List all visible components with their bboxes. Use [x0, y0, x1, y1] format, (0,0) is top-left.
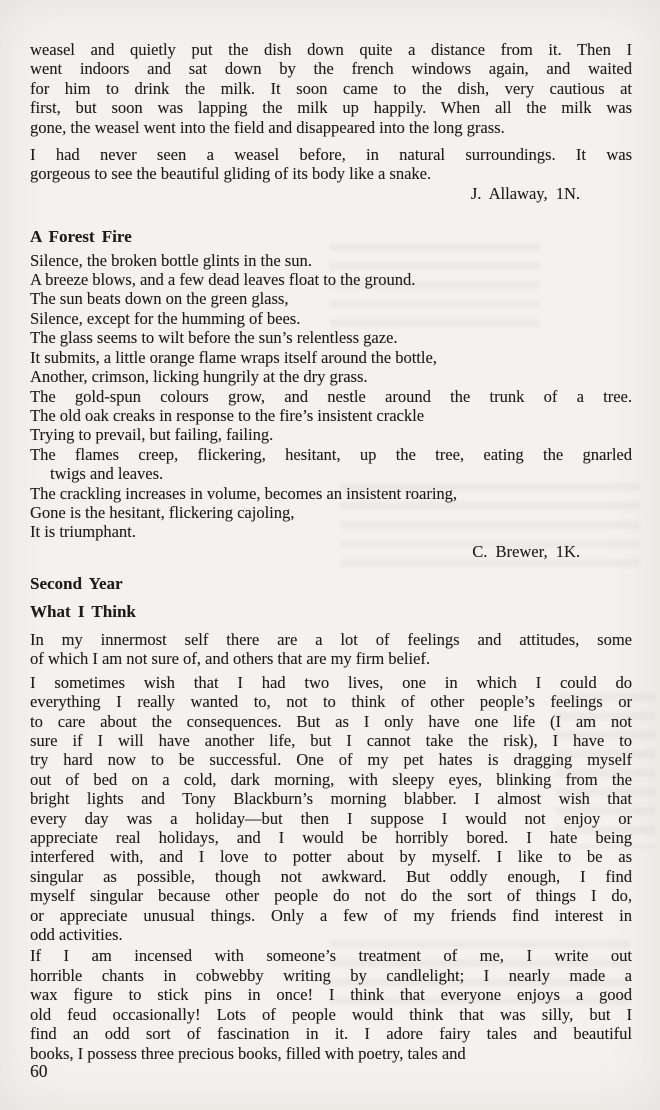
poem-line: Trying to prevail, but failing, failing.: [30, 425, 274, 445]
author-byline-brewer: C. Brewer, 1K.: [472, 541, 580, 561]
author-byline-allaway: J. Allaway, 1N.: [470, 183, 580, 203]
text-line: interfered with, and I love to potter about by myself. I like to be as: [30, 847, 632, 867]
weasel-story-continuation: [30, 40, 632, 203]
forest-fire-poem-section: [30, 227, 632, 561]
text-line: first, but soon was lapping the milk up happily. When all the milk was: [30, 98, 632, 118]
poem-line: The sun beats down on the green glass,: [30, 289, 289, 309]
text-line: find an odd sort of fascination in it. I adore fairy tales and beautiful: [30, 1024, 632, 1044]
poem-title: A Forest Fire: [30, 227, 132, 247]
poem-line: The gold-spun colours grow, and nestle around the trunk of a tree.: [30, 386, 632, 406]
text-line: odd activities.: [30, 925, 123, 945]
text-line: try hard now to be successful. One of my pet hates is dragging myself: [30, 750, 632, 770]
page-number: 60: [30, 1061, 48, 1081]
paragraph-think-3: [30, 946, 632, 1062]
paragraph-weasel-1: [30, 40, 632, 137]
poem-line: Silence, except for the humming of bees.: [30, 308, 301, 328]
text-line: In my innermost self there are a lot of feelings and attitudes, some: [30, 629, 632, 649]
text-line: went indoors and sat down by the french windows again, and waited: [30, 59, 632, 79]
text-line: I sometimes wish that I had two lives, one in which I could do: [30, 672, 632, 692]
poem-line: Gone is the hesitant, flickering cajoling,: [30, 502, 295, 522]
paragraph-think-2: [30, 673, 632, 945]
text-line: singular as possible, though not awkward. But oddly enough, I find: [30, 866, 632, 886]
poem-line: Silence, the broken bottle glints in the sun.: [30, 250, 312, 270]
text-line: for him to drink the milk. It soon came to the dish, very cautious at: [30, 78, 632, 98]
section-heading-second-year: Second Year: [30, 574, 123, 594]
text-line: wax figure to stick pins in once! I think that everyone enjoys a good: [30, 985, 632, 1005]
text-line: of which I am not sure of, and others that are my firm belief.: [30, 649, 430, 669]
poem-line: The old oak creaks in response to the fire’s insistent crackle: [30, 405, 425, 425]
text-line: myself singular because other people do not do the sort of things I do,: [30, 886, 632, 906]
paragraph-think-1: [30, 630, 632, 669]
text-line: gone, the weasel went into the field and disappeared into the long grass.: [30, 117, 505, 137]
poem-line: A breeze blows, and a few dead leaves float to the ground.: [30, 270, 416, 290]
text-line: bright lights and Tony Blackburn’s morning blabber. I almost wish that: [30, 789, 632, 809]
text-line: If I am incensed with someone’s treatment of me, I write out: [30, 946, 632, 966]
poem-line: twigs and leaves.: [50, 464, 164, 484]
text-line: appreciate real holidays, and I would be horribly bored. I hate being: [30, 828, 632, 848]
poem-line: It is triumphant.: [30, 522, 136, 542]
poem-line: The crackling increases in volume, becomes an insistent roaring,: [30, 483, 458, 503]
essay-title-what-i-think: What I Think: [30, 601, 136, 621]
poem-line: The glass seems to wilt before the sun’s relentless gaze.: [30, 328, 398, 348]
poem-body: [30, 251, 632, 542]
second-year-section: [30, 574, 632, 1063]
text-line: gorgeous to see the beautiful gliding of its body like a snake.: [30, 164, 432, 184]
poem-line: It submits, a little orange flame wraps itself around the bottle,: [30, 347, 437, 367]
text-line: I had never seen a weasel before, in natural surroundings. It was: [30, 145, 632, 165]
text-line: sure if I will have another life, but I cannot take the risk), I have to: [30, 731, 632, 750]
text-line: out of bed on a cold, dark morning, with sleepy eyes, blinking from the: [30, 769, 632, 789]
text-line: every day was a holiday—but then I suppose I would not enjoy or: [30, 808, 632, 828]
text-line: everything I really wanted to, not to think of other people’s feelings or: [30, 692, 632, 712]
poem-line: Another, crimson, licking hungrily at the dry grass.: [30, 367, 368, 387]
text-line: to care about the consequences. But as I only have one life (I am not: [30, 711, 632, 731]
paragraph-weasel-2: [30, 145, 632, 184]
text-line: old feud occasionally! Lots of people would think that was silly, but I: [30, 1004, 632, 1024]
poem-line: The flames creep, flickering, hesitant, up the tree, eating the gnarled: [30, 444, 632, 464]
text-line: weasel and quietly put the dish down quite a distance from it. Then I: [30, 40, 632, 59]
text-line: horrible chants in cobwebby writing by candlelight; I nearly made a: [30, 965, 632, 985]
text-line: or appreciate unusual things. Only a few of my friends find interest in: [30, 905, 632, 925]
text-line: books, I possess three precious books, filled with poetry, tales and: [30, 1043, 466, 1063]
